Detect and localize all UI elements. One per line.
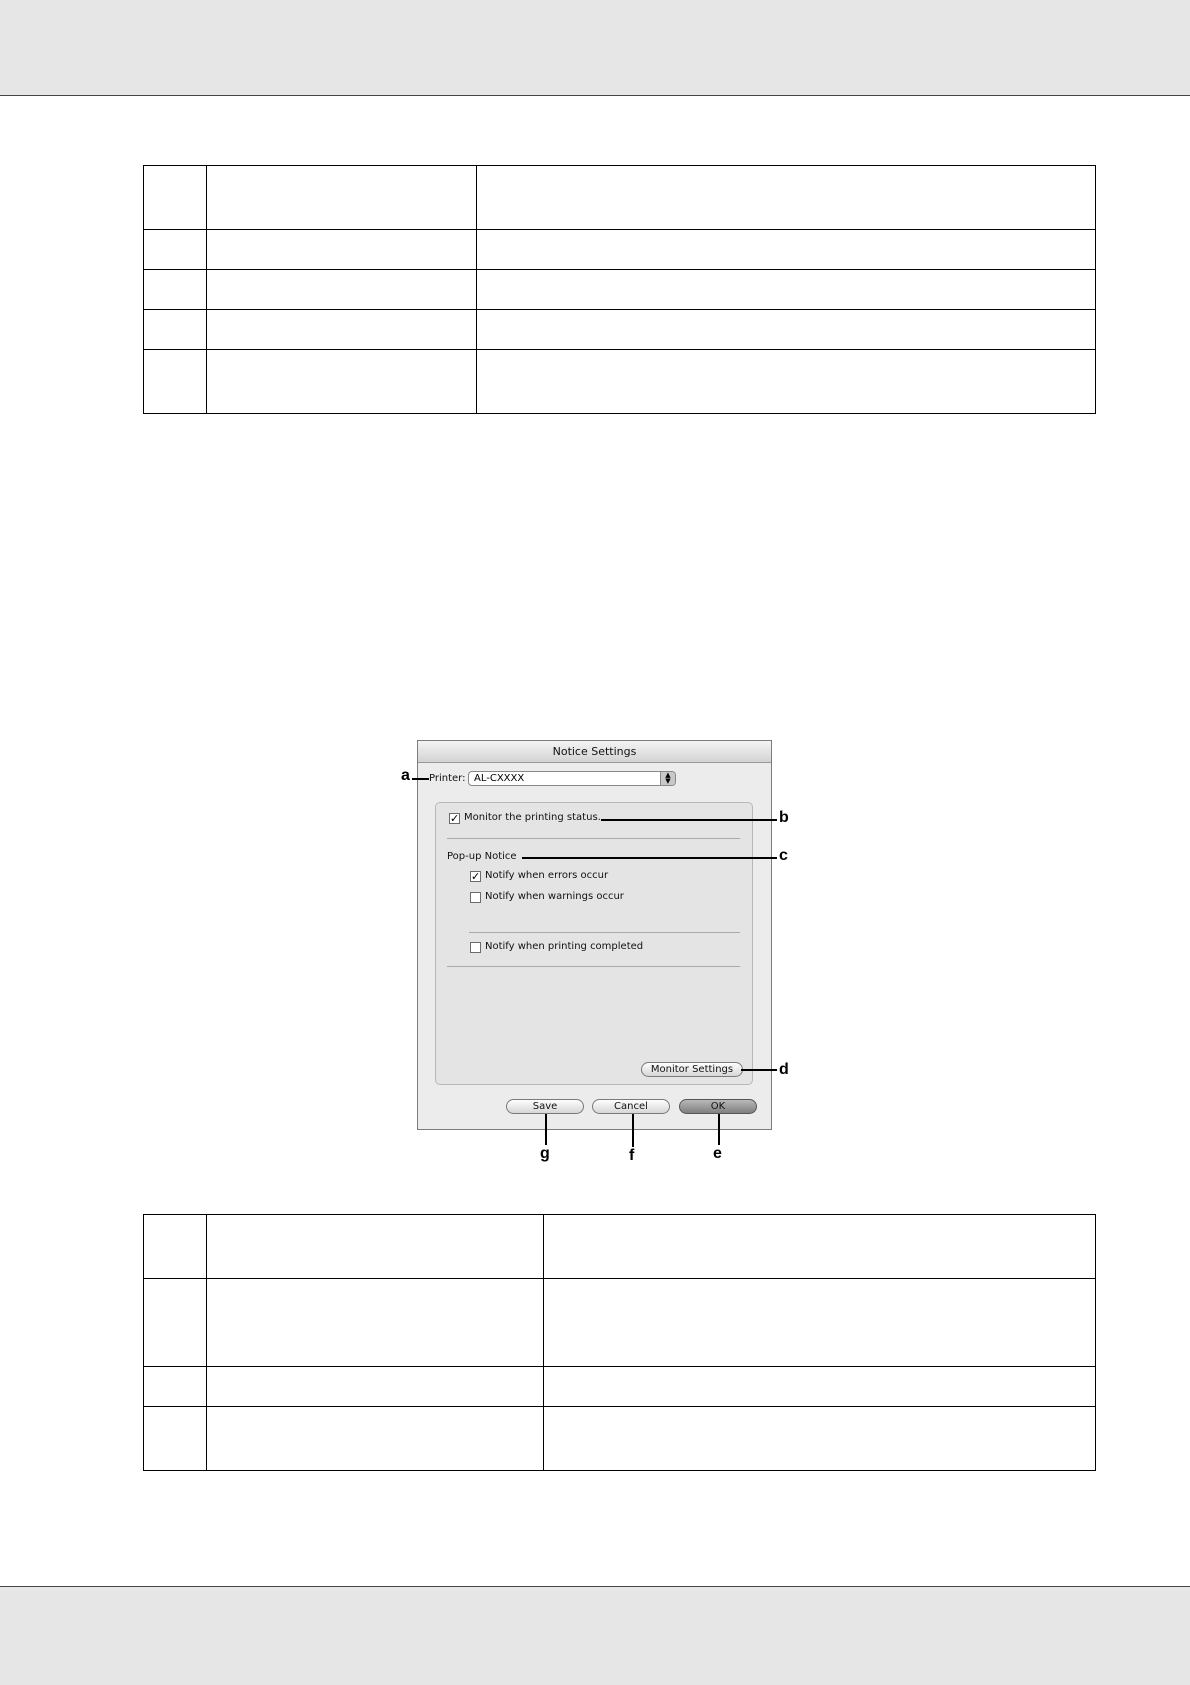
table-cell bbox=[477, 230, 1096, 270]
table-cell bbox=[207, 1407, 544, 1471]
callout-g: g bbox=[540, 1145, 550, 1162]
callout-e: e bbox=[713, 1145, 722, 1162]
table-row bbox=[144, 1215, 1096, 1279]
ok-button[interactable]: OK bbox=[679, 1099, 757, 1114]
cancel-button[interactable]: Cancel bbox=[592, 1099, 670, 1114]
table-row bbox=[144, 1407, 1096, 1471]
printer-select[interactable] bbox=[468, 771, 676, 786]
table-cell bbox=[207, 270, 477, 310]
table-cell bbox=[477, 166, 1096, 230]
table-cell bbox=[207, 310, 477, 350]
table-cell bbox=[144, 1215, 207, 1279]
table-cell bbox=[477, 270, 1096, 310]
table-cell bbox=[207, 1367, 544, 1407]
callout-line bbox=[741, 1069, 777, 1071]
table-cell bbox=[544, 1367, 1096, 1407]
monitor-status-label: Monitor the printing status. bbox=[464, 812, 601, 823]
printer-label: Printer: bbox=[429, 773, 466, 784]
monitor-status-checkbox[interactable] bbox=[449, 813, 460, 824]
table-row bbox=[144, 270, 1096, 310]
table-row bbox=[144, 310, 1096, 350]
table-cell bbox=[144, 1279, 207, 1367]
callout-f: f bbox=[629, 1147, 635, 1164]
divider bbox=[469, 932, 740, 933]
lower-table bbox=[143, 1214, 1096, 1471]
checkmark-icon: ✓ bbox=[450, 812, 460, 825]
table-cell bbox=[144, 166, 207, 230]
table-cell bbox=[477, 350, 1096, 414]
callout-d: d bbox=[779, 1061, 789, 1078]
notice-settings-dialog bbox=[417, 740, 772, 1130]
notify-warnings-checkbox[interactable] bbox=[470, 892, 481, 903]
page-footer bbox=[0, 1586, 1190, 1685]
notify-errors-label: Notify when errors occur bbox=[485, 870, 609, 881]
table-row bbox=[144, 1279, 1096, 1367]
dialog-title: Notice Settings bbox=[418, 741, 771, 763]
table-cell bbox=[207, 350, 477, 414]
page-header bbox=[0, 0, 1190, 96]
table-cell bbox=[207, 230, 477, 270]
callout-a: a bbox=[401, 767, 410, 784]
callout-line bbox=[601, 819, 777, 821]
monitor-settings-button[interactable]: Monitor Settings bbox=[641, 1062, 743, 1077]
table-cell bbox=[144, 1367, 207, 1407]
table-cell bbox=[477, 310, 1096, 350]
notify-completed-label: Notify when printing completed bbox=[485, 941, 644, 952]
callout-b: b bbox=[779, 809, 789, 826]
upper-table bbox=[143, 165, 1096, 414]
checkmark-icon: ✓ bbox=[471, 870, 481, 883]
table-cell bbox=[544, 1407, 1096, 1471]
table-row bbox=[144, 1367, 1096, 1407]
callout-line bbox=[545, 1114, 547, 1145]
divider bbox=[447, 966, 740, 967]
table-cell bbox=[544, 1215, 1096, 1279]
notify-warnings-label: Notify when warnings occur bbox=[485, 891, 624, 902]
popup-notice-label: Pop-up Notice bbox=[447, 851, 517, 862]
table-cell bbox=[144, 310, 207, 350]
table-cell bbox=[144, 270, 207, 310]
notify-completed-checkbox[interactable] bbox=[470, 942, 481, 953]
updown-arrows-icon: ▲ ▼ bbox=[660, 772, 675, 785]
table-cell bbox=[207, 1215, 544, 1279]
table-cell bbox=[144, 1407, 207, 1471]
callout-line bbox=[522, 857, 777, 859]
table-cell bbox=[207, 166, 477, 230]
table-row bbox=[144, 230, 1096, 270]
save-button[interactable]: Save bbox=[506, 1099, 584, 1114]
notify-errors-checkbox[interactable] bbox=[470, 871, 481, 882]
callout-line bbox=[412, 778, 429, 780]
callout-line bbox=[632, 1114, 634, 1147]
callout-c: c bbox=[779, 847, 788, 864]
table-cell bbox=[207, 1279, 544, 1367]
printer-select-value: AL-CXXXX bbox=[474, 773, 525, 784]
callout-line bbox=[718, 1114, 720, 1145]
table-cell bbox=[144, 230, 207, 270]
table-cell bbox=[544, 1279, 1096, 1367]
table-row bbox=[144, 166, 1096, 230]
divider bbox=[447, 838, 740, 839]
table-row bbox=[144, 350, 1096, 414]
table-cell bbox=[144, 350, 207, 414]
